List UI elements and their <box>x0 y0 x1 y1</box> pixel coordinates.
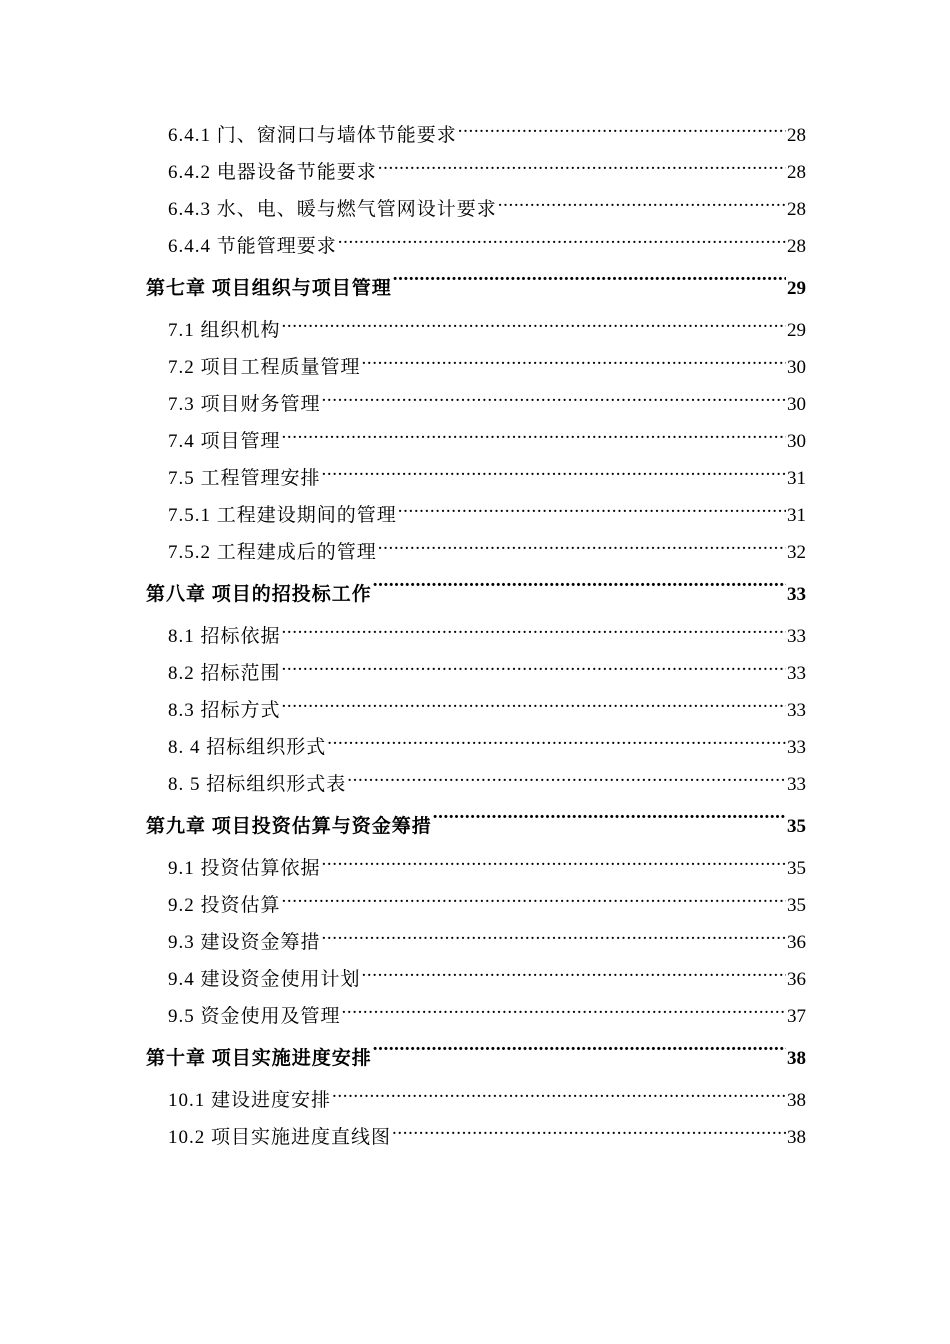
toc-dot-leader <box>458 122 786 141</box>
toc-entry-title: 9.2 投资估算 <box>168 895 281 916</box>
toc-page-number: 36 <box>787 969 806 990</box>
toc-entry-title: 7.2 项目工程质量管理 <box>168 357 361 378</box>
toc-dot-leader <box>322 929 786 948</box>
toc-section-entry[interactable] <box>146 887 806 924</box>
toc-entry-title: 6.4.1 门、窗洞口与墙体节能要求 <box>168 125 457 146</box>
toc-dot-leader <box>342 1003 786 1022</box>
toc-page-number: 30 <box>787 431 806 452</box>
toc-page-number: 31 <box>787 505 806 526</box>
toc-entry-title: 第八章 项目的招投标工作 <box>146 584 372 605</box>
toc-dot-leader <box>332 1087 786 1106</box>
toc-entry-title: 8.1 招标依据 <box>168 626 281 647</box>
toc-dot-leader <box>373 1045 786 1064</box>
toc-chapter-entry[interactable] <box>146 803 806 850</box>
toc-section-entry[interactable] <box>146 961 806 998</box>
toc-entry-title: 9.3 建设资金筹措 <box>168 932 321 953</box>
toc-entry-title: 9.1 投资估算依据 <box>168 858 321 879</box>
toc-page-number: 33 <box>787 663 806 684</box>
toc-dot-leader <box>362 966 786 985</box>
toc-section-entry[interactable] <box>146 692 806 729</box>
toc-chapter-entry[interactable] <box>146 571 806 618</box>
toc-section-entry[interactable] <box>146 191 806 228</box>
toc-entry-title: 第七章 项目组织与项目管理 <box>146 278 392 299</box>
toc-page-number: 29 <box>787 320 806 341</box>
toc-dot-leader <box>392 1124 786 1143</box>
toc-chapter-entry[interactable] <box>146 1035 806 1082</box>
toc-entry-title: 6.4.4 节能管理要求 <box>168 236 337 257</box>
toc-dot-leader <box>282 892 786 911</box>
toc-entry-title: 10.2 项目实施进度直线图 <box>168 1127 392 1148</box>
toc-dot-leader <box>347 771 786 790</box>
toc-page-number: 28 <box>787 162 806 183</box>
toc-page-number: 28 <box>787 199 806 220</box>
toc-entry-title: 10.1 建设进度安排 <box>168 1090 332 1111</box>
toc-dot-leader <box>282 623 786 642</box>
toc-entry-title: 7.1 组织机构 <box>168 320 281 341</box>
toc-page-number: 30 <box>787 357 806 378</box>
table-of-contents <box>146 117 806 1156</box>
toc-section-entry[interactable] <box>146 534 806 571</box>
toc-dot-leader <box>322 855 786 874</box>
toc-section-entry[interactable] <box>146 655 806 692</box>
toc-entry-title: 7.3 项目财务管理 <box>168 394 321 415</box>
toc-page-number: 35 <box>787 895 806 916</box>
toc-dot-leader <box>362 354 786 373</box>
toc-entry-title: 8.2 招标范围 <box>168 663 281 684</box>
toc-section-entry[interactable] <box>146 1082 806 1119</box>
toc-page-number: 36 <box>787 932 806 953</box>
toc-section-entry[interactable] <box>146 850 806 887</box>
toc-page-number: 28 <box>787 236 806 257</box>
toc-section-entry[interactable] <box>146 729 806 766</box>
toc-page-number: 28 <box>787 125 806 146</box>
toc-dot-leader <box>378 159 786 178</box>
toc-section-entry[interactable] <box>146 117 806 154</box>
toc-section-entry[interactable] <box>146 618 806 655</box>
toc-dot-leader <box>373 581 786 600</box>
toc-entry-title: 9.4 建设资金使用计划 <box>168 969 361 990</box>
toc-dot-leader <box>322 391 786 410</box>
toc-dot-leader <box>338 233 786 252</box>
toc-dot-leader <box>378 539 786 558</box>
toc-page-number: 31 <box>787 468 806 489</box>
toc-page-number: 38 <box>787 1048 806 1069</box>
toc-page-number: 33 <box>787 774 806 795</box>
toc-entry-title: 7.5 工程管理安排 <box>168 468 321 489</box>
toc-entry-title: 第九章 项目投资估算与资金筹措 <box>146 816 432 837</box>
toc-entry-title: 8. 5 招标组织形式表 <box>168 774 347 795</box>
toc-page-number: 38 <box>787 1127 806 1148</box>
toc-page-number: 32 <box>787 542 806 563</box>
toc-page-number: 29 <box>787 278 806 299</box>
toc-section-entry[interactable] <box>146 924 806 961</box>
toc-entry-title: 第十章 项目实施进度安排 <box>146 1048 372 1069</box>
toc-section-entry[interactable] <box>146 349 806 386</box>
toc-page-number: 35 <box>787 858 806 879</box>
toc-section-entry[interactable] <box>146 1119 806 1156</box>
toc-dot-leader <box>327 734 786 753</box>
toc-entry-title: 7.5.2 工程建成后的管理 <box>168 542 377 563</box>
toc-section-entry[interactable] <box>146 386 806 423</box>
toc-dot-leader <box>282 317 786 336</box>
toc-section-entry[interactable] <box>146 460 806 497</box>
toc-page-number: 33 <box>787 626 806 647</box>
toc-section-entry[interactable] <box>146 228 806 265</box>
toc-section-entry[interactable] <box>146 497 806 534</box>
toc-section-entry[interactable] <box>146 312 806 349</box>
toc-section-entry[interactable] <box>146 766 806 803</box>
toc-entry-title: 7.4 项目管理 <box>168 431 281 452</box>
toc-dot-leader <box>398 502 786 521</box>
toc-entry-title: 6.4.2 电器设备节能要求 <box>168 162 377 183</box>
toc-section-entry[interactable] <box>146 998 806 1035</box>
toc-page-number: 33 <box>787 700 806 721</box>
toc-entry-title: 9.5 资金使用及管理 <box>168 1006 341 1027</box>
toc-dot-leader <box>322 465 786 484</box>
toc-entry-title: 8.3 招标方式 <box>168 700 281 721</box>
toc-dot-leader <box>393 275 786 294</box>
toc-page-number: 38 <box>787 1090 806 1111</box>
toc-dot-leader <box>433 813 786 832</box>
toc-page-number: 33 <box>787 737 806 758</box>
toc-dot-leader <box>282 697 786 716</box>
toc-page-number: 33 <box>787 584 806 605</box>
toc-entry-title: 6.4.3 水、电、暖与燃气管网设计要求 <box>168 199 497 220</box>
toc-chapter-entry[interactable] <box>146 265 806 312</box>
toc-page-number: 35 <box>787 816 806 837</box>
toc-entry-title: 7.5.1 工程建设期间的管理 <box>168 505 397 526</box>
toc-dot-leader <box>498 196 786 215</box>
toc-page-number: 30 <box>787 394 806 415</box>
toc-page-number: 37 <box>787 1006 806 1027</box>
toc-dot-leader <box>282 660 786 679</box>
toc-entry-title: 8. 4 招标组织形式 <box>168 737 327 758</box>
toc-section-entry[interactable] <box>146 423 806 460</box>
toc-dot-leader <box>282 428 786 447</box>
toc-section-entry[interactable] <box>146 154 806 191</box>
